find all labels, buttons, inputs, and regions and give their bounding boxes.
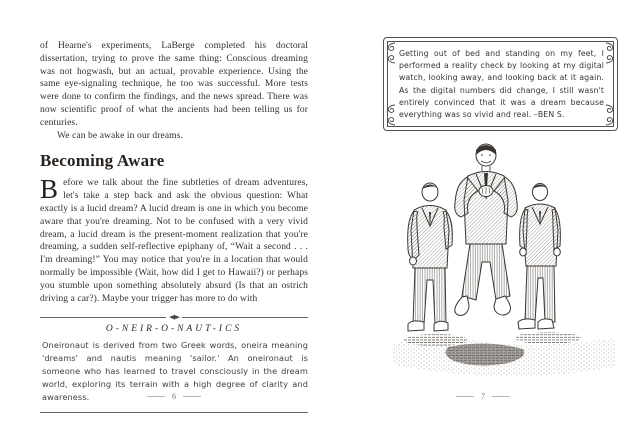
quote-text: [399, 48, 604, 121]
quote-inner-frame: [387, 41, 614, 127]
corner-scroll-icon: [386, 104, 396, 126]
corner-scroll-icon: [386, 42, 396, 64]
drop-cap: B: [40, 174, 59, 205]
definition-bottom-rule: [40, 412, 308, 413]
page-number-dash: [456, 396, 474, 397]
paragraph-becoming-aware-text: efore we talk about the fine subtleties of dream adventures, let's take a step back and ask the obvious question: What exactly is a lucid dream? A lucid dream is one in which you become aware that you're dreaming. Not to be confused with a very vivid dream, a lucid dream is the present-moment realization that you're dreaming, a sudden self-reflective epiphany of, “Wait a second . . . I'm dreaming!” You may notice that you're in a location that would normally be impossible (Wait, how did I get to Hawaii?) or perhaps you stumble upon something absolutely absurd (Is that an ostrich driving a car?). Maybe your trigger has more to do with: [40, 178, 308, 304]
corner-scroll-icon: [605, 104, 615, 126]
paragraph-becoming-aware: [40, 174, 308, 305]
definition-body: Oneironaut is derived from two Greek words, oneira meaning 'dreams' and nautis meaning 'sailor.' An oneironaut is someone who has learned to travel consciously in the dream world, exploring its terrain with a high degree of clarity and awareness.: [42, 340, 308, 402]
ornamental-divider: [40, 313, 308, 321]
page-number-dash: [147, 396, 165, 397]
illustration-three-men: [388, 128, 620, 396]
page-number-dash: [492, 396, 510, 397]
quote-body: Getting out of bed and standing on my feet, I performed a reality check by looking at my digital watch, looking away, and looking back at it again. As the digital numbers did change, I still wasn't entirely convinced that it was a dream because everything was so vivid and real.: [399, 49, 604, 120]
section-heading: Becoming Aware: [40, 151, 165, 171]
page-number-left: [40, 392, 308, 401]
paragraph-awake: We can be awake in our dreams.: [57, 130, 183, 141]
divider-rule-right: [182, 317, 308, 318]
divider-ornament-icon: ◂◆▸: [169, 313, 179, 322]
left-page-text-column: [40, 40, 308, 413]
reader-quote-box: [383, 37, 618, 131]
page-number-left-value: 6: [172, 392, 176, 401]
page-number-right-value: 7: [481, 392, 485, 401]
quote-attribution: –BEN S.: [533, 110, 565, 120]
page-number-dash: [183, 396, 201, 397]
corner-scroll-icon: [605, 42, 615, 64]
divider-rule-left: [40, 317, 166, 318]
definition-title: O-NEIR-O-NAUT-ICS: [105, 324, 243, 335]
page-number-right: [350, 392, 616, 401]
paragraph-continuation: of Hearne's experiments, LaBerge completed his doctoral dissertation, trying to prove the same thing: Conscious dreaming was not hogwash, but an actual, provable experience. Using the same eye-signaling technique, he too was successful. More tests were done to confirm the findings, and the news spread. There was now scientific proof of what the ancients had been telling us for centuries.: [40, 41, 308, 128]
